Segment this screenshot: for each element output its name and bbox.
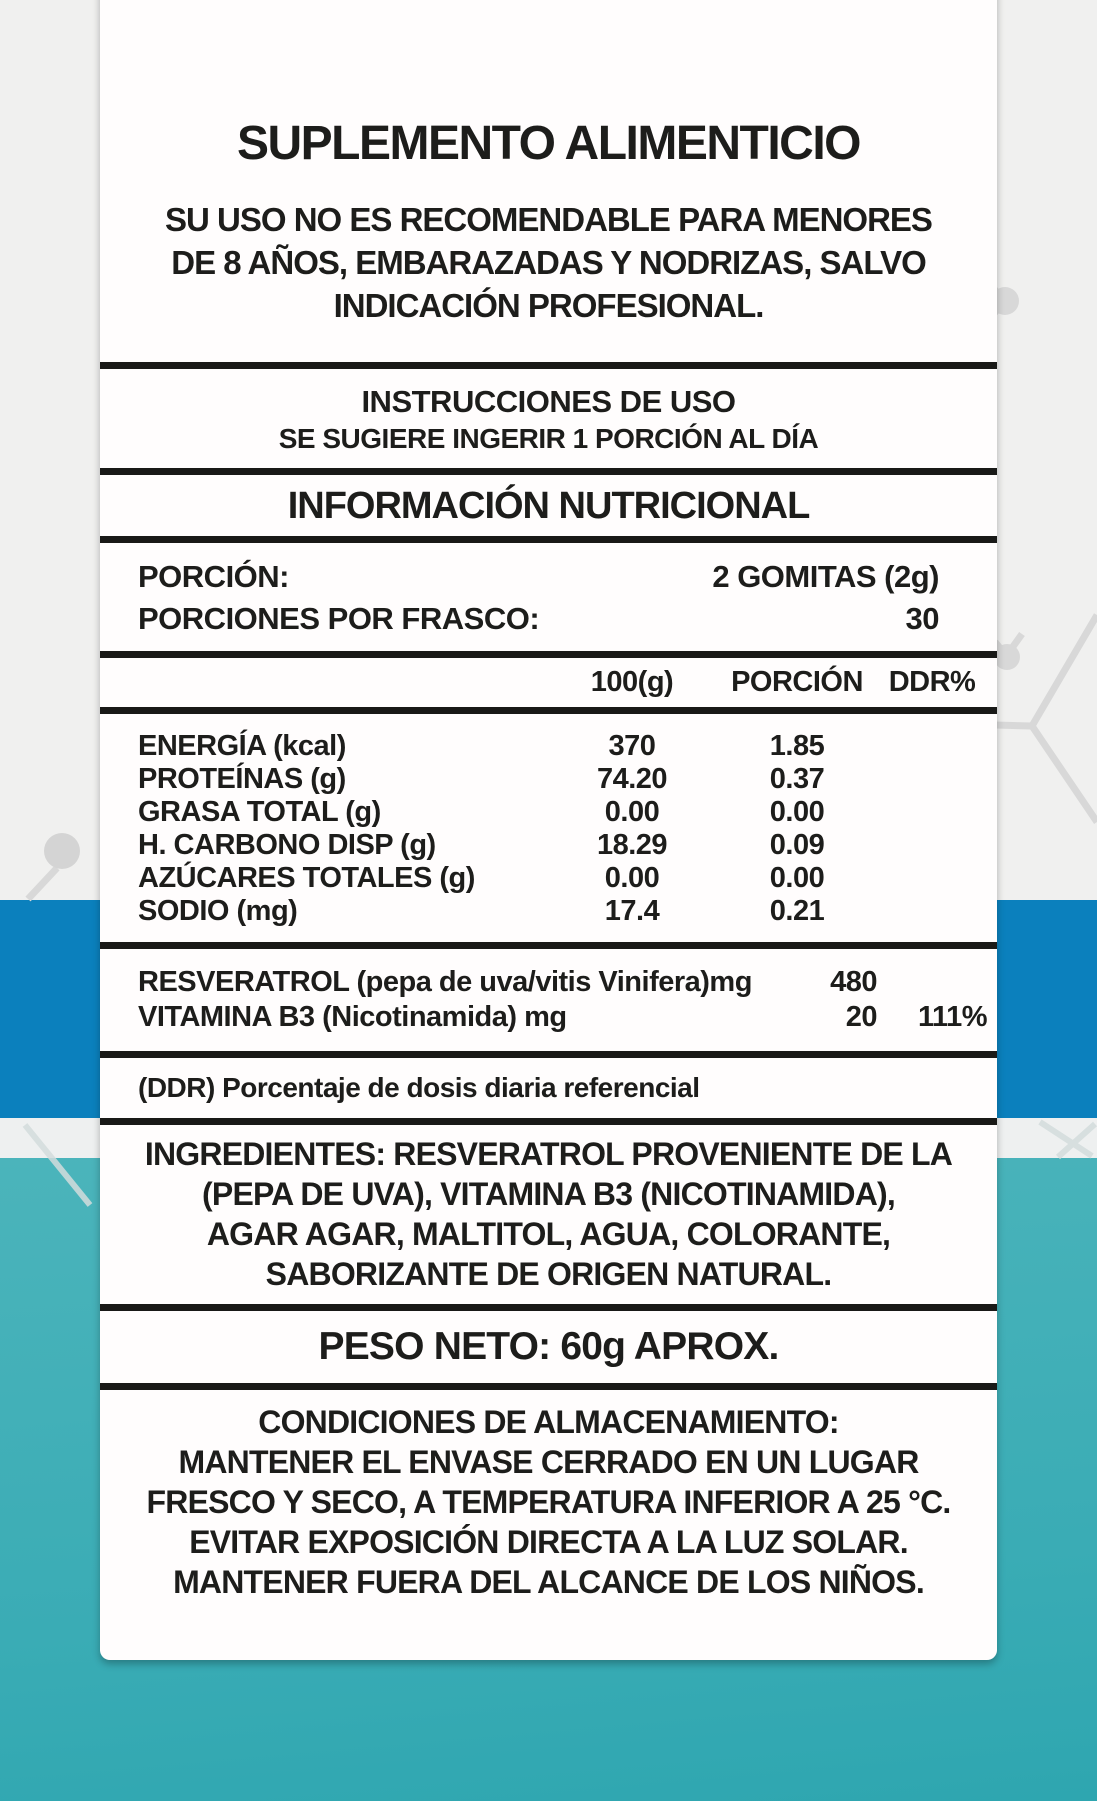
nutrient-portion: 0.09 xyxy=(769,828,825,861)
storage-section xyxy=(100,1390,997,1614)
divider xyxy=(100,1304,997,1311)
label-title: SUPLEMENTO ALIMENTICIO xyxy=(236,117,860,170)
divider xyxy=(100,468,997,475)
nutrient-per100: 370 xyxy=(608,729,656,762)
nutrient-per100: 0.00 xyxy=(604,795,660,828)
nutrient-name: SODIO (mg) xyxy=(138,894,298,927)
active-name: RESVERATROL (pepa de uva/vitis Vinifera)mg xyxy=(138,965,752,998)
ingredients-line: (PEPA DE UVA), VITAMINA B3 (NICOTINAMIDA), xyxy=(202,1175,895,1212)
column-header-100g: 100(g) xyxy=(590,665,674,698)
circle-link-left xyxy=(28,868,57,899)
active-ddr xyxy=(877,965,987,1000)
active-portion: 480 xyxy=(830,965,877,998)
nutrient-per100: 17.4 xyxy=(604,894,660,927)
nutrient-ddr xyxy=(877,895,987,928)
molecule-dot-left xyxy=(44,833,80,869)
warning-line: DE 8 AÑOS, EMBARAZADAS Y NODRIZAS, SALVO xyxy=(171,243,926,281)
nutrition-heading: INFORMACIÓN NUTRICIONAL xyxy=(287,484,810,527)
divider xyxy=(100,1118,997,1125)
divider xyxy=(100,707,997,714)
active-ddr: 111% xyxy=(918,1000,987,1033)
instructions-heading: INSTRUCCIONES DE USO xyxy=(361,383,736,419)
divider xyxy=(100,1383,997,1390)
divider xyxy=(100,362,997,369)
nutrient-table xyxy=(100,714,997,942)
nutrient-name: AZÚCARES TOTALES (g) xyxy=(138,861,475,894)
spacer xyxy=(138,666,547,699)
active-portion: 20 xyxy=(845,1000,877,1033)
ddr-footnote: (DDR) Porcentaje de dosis diaria referencial xyxy=(138,1071,700,1103)
nutrient-portion: 0.00 xyxy=(769,861,825,894)
label-card xyxy=(100,0,997,1660)
nutrient-per100: 74.20 xyxy=(596,762,668,795)
ingredients-section xyxy=(100,1125,997,1304)
storage-line: MANTENER EL ENVASE CERRADO EN UN LUGAR xyxy=(178,1443,919,1480)
nutrient-portion: 0.21 xyxy=(769,894,825,927)
serving-value: 2 GOMITAS (2g) xyxy=(712,558,939,594)
nutrient-ddr xyxy=(877,862,987,895)
ingredients-line: SABORIZANTE DE ORIGEN NATURAL. xyxy=(265,1255,832,1292)
nutrient-portion: 0.37 xyxy=(769,762,825,795)
serving-row xyxy=(138,559,939,595)
table-header xyxy=(100,658,997,707)
warning-line: SU USO NO ES RECOMENDABLE PARA MENORES xyxy=(165,201,932,238)
divider xyxy=(100,942,997,949)
nutrient-ddr xyxy=(877,763,987,796)
dot-links-right xyxy=(995,634,1022,655)
divider xyxy=(100,651,997,658)
serving-label: PORCIÓN: xyxy=(138,558,289,594)
serving-section xyxy=(100,543,997,651)
nutrient-name: PROTEÍNAS (g) xyxy=(138,762,346,795)
nutrient-portion: 0.00 xyxy=(769,795,825,828)
nutrient-per100: 0.00 xyxy=(604,861,660,894)
nutrient-name: GRASA TOTAL (g) xyxy=(138,795,381,828)
hexagon-lines-right xyxy=(995,615,1097,822)
nutrient-per100: 18.29 xyxy=(596,828,668,861)
nutrient-portion: 1.85 xyxy=(769,729,825,762)
nutrient-ddr xyxy=(877,829,987,862)
active-name: VITAMINA B3 (Nicotinamida) mg xyxy=(138,1000,567,1033)
actives-table xyxy=(100,949,997,1051)
storage-line: FRESCO Y SECO, A TEMPERATURA INFERIOR A 25 °C. xyxy=(146,1483,951,1520)
divider xyxy=(100,1051,997,1058)
storage-line: CONDICIONES DE ALMACENAMIENTO: xyxy=(258,1403,839,1440)
instructions-text: SE SUGIERE INGERIR 1 PORCIÓN AL DÍA xyxy=(278,422,819,454)
nutrient-name: ENERGÍA (kcal) xyxy=(138,729,346,762)
nutrient-ddr xyxy=(877,730,987,763)
column-header-porcion: PORCIÓN xyxy=(731,665,863,698)
servings-per-frasco-value: 30 xyxy=(905,600,939,636)
net-weight: PESO NETO: 60g APROX. xyxy=(318,1324,779,1368)
nutrient-name: H. CARBONO DISP (g) xyxy=(138,828,436,861)
storage-line: MANTENER FUERA DEL ALCANCE DE LOS NIÑOS. xyxy=(173,1563,924,1600)
instructions-section xyxy=(100,369,997,468)
divider xyxy=(100,536,997,543)
column-header-ddr: DDR% xyxy=(888,665,976,698)
warning-text xyxy=(100,199,997,328)
ingredients-line: AGAR AGAR, MALTITOL, AGUA, COLORANTE, xyxy=(206,1215,891,1252)
nutrient-ddr xyxy=(877,796,987,829)
molecule-dot-right xyxy=(994,644,1020,670)
servings-per-frasco-label: PORCIONES POR FRASCO: xyxy=(138,600,540,636)
ingredients-line: INGREDIENTES: RESVERATROL PROVENIENTE DE LA xyxy=(144,1135,953,1172)
servings-per-frasco-row xyxy=(138,601,939,637)
warning-line: INDICACIÓN PROFESIONAL. xyxy=(333,286,764,324)
storage-line: EVITAR EXPOSICIÓN DIRECTA A LA LUZ SOLAR. xyxy=(189,1523,908,1560)
